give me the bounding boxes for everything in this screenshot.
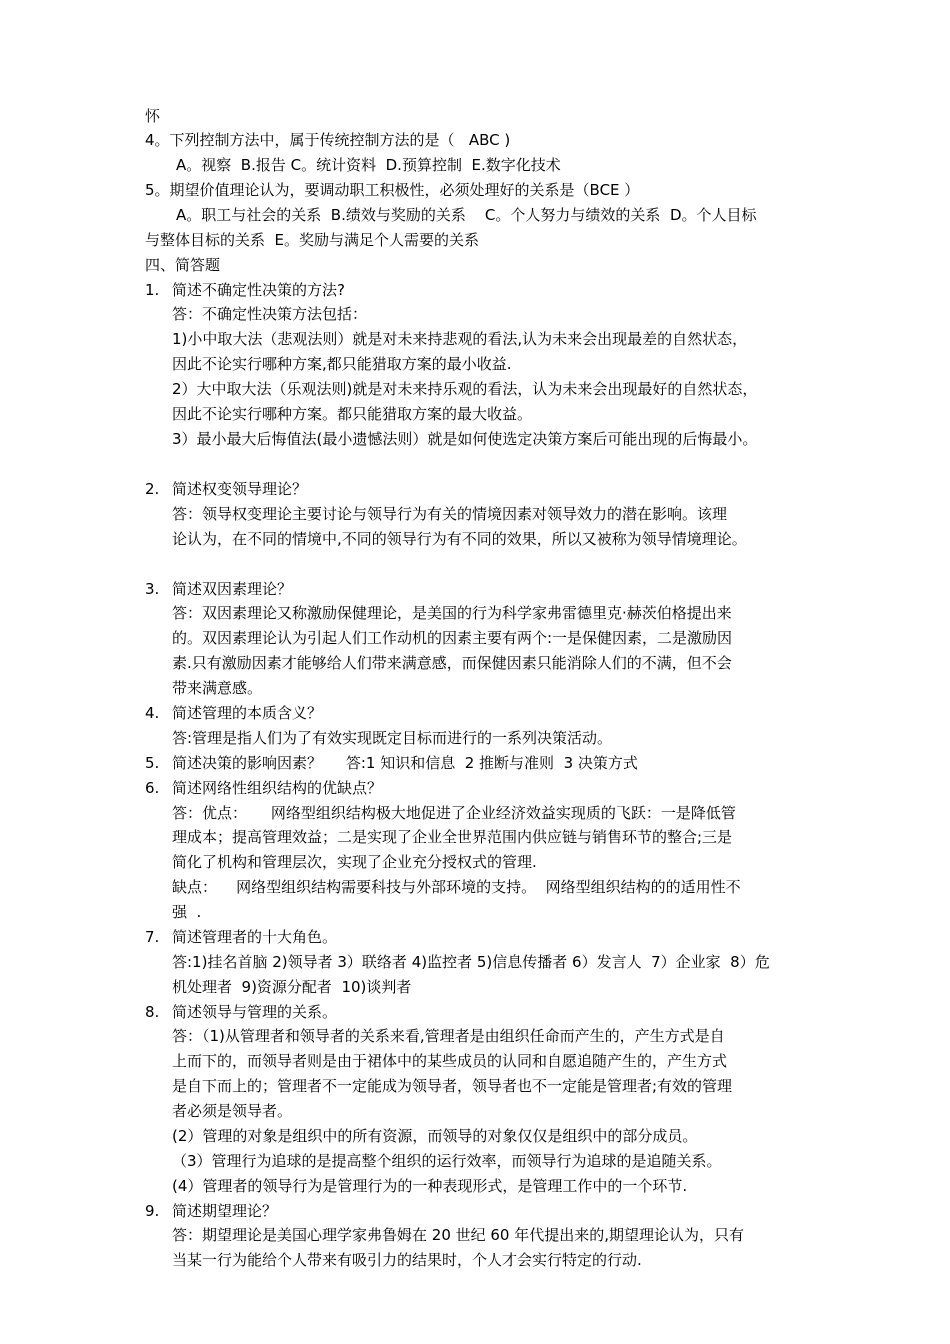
answer-line: 1)小中取大法（悲观法则）就是对未来持悲观的看法,认为未来会出现最差的自然状态， [172, 330, 748, 348]
question-number: 8. [145, 1003, 160, 1021]
question-title: 简述领导与管理的关系。 [172, 1003, 338, 1021]
answer-line: 答：优点： 网络型组织结构极大地促进了企业经济效益实现质的飞跃：一是降低管 [172, 804, 736, 822]
answer-line: 素.只有激励因素才能够给人们带来满意感，而保健因素只能消除人们的不满，但不会 [172, 654, 732, 672]
answer-line: 缺点： 网络型组织结构需要科技与外部环境的支持。 网络型组织结构的的适用性不 [172, 878, 741, 896]
answer-line: 是自下而上的；管理者不一定能成为领导者，领导者也不一定能是管理者;有效的管理 [172, 1077, 733, 1095]
question-title: 简述权变领导理论？ [172, 480, 308, 498]
question-number: 3. [145, 580, 160, 598]
answer-line: 的。双因素理论认为引起人们工作动机的因素主要有两个:一是保健因素，二是激励因 [172, 629, 733, 647]
question-title: 简述期望理论？ [172, 1202, 278, 1220]
text-line: 怀 [145, 107, 161, 125]
options-5-cont: 与整体目标的关系 E。奖励与满足个人需要的关系 [145, 231, 480, 249]
answer-line: 答:管理是指人们为了有效实现既定目标而进行的一系列决策活动。 [172, 729, 613, 747]
question-number: 4. [145, 704, 160, 722]
question-number: 9. [145, 1202, 160, 1220]
answer-line: 答：（1)从管理者和领导者的关系来看,管理者是由组织任命而产生的，产生方式是自 [172, 1027, 725, 1045]
answer-line: 理成本；提高管理效益；二是实现了企业全世界范围内供应链与销售环节的整合;三是 [172, 828, 733, 846]
question-title: 简述双因素理论？ [172, 580, 293, 598]
answer-line: 3）最小最大后悔值法(最小遗憾法则）就是如何使选定决策方案后可能出现的后悔最小。 [172, 430, 758, 448]
question-number: 2. [145, 480, 160, 498]
question-title: 简述管理者的十大角色。 [172, 928, 338, 946]
answer-line: 强 . [172, 903, 202, 921]
answer-line: 答：双因素理论又称激励保健理论，是美国的行为科学家弗雷德里克·赫茨伯格提出来 [172, 604, 732, 622]
answer-line: 机处理者 9)资源分配者 10)谈判者 [172, 978, 412, 996]
question-number: 7. [145, 928, 160, 946]
answer-line: 答：不确定性决策方法包括： [172, 305, 368, 323]
question-5-mc: 5。期望价值理论认为，要调动职工积极性，必须处理好的关系是（BCE ） [145, 181, 640, 199]
answer-line: 简化了机构和管理层次，实现了企业充分授权式的管理. [172, 853, 537, 871]
question-4-mc: 4。下列控制方法中，属于传统控制方法的是（ ABC ) [145, 131, 511, 149]
answer-line: 论认为，在不同的情境中,不同的领导行为有不同的效果，所以又被称为领导情境理论。 [172, 530, 747, 548]
answer-line: 因此不论实行哪种方案。都只能猎取方案的最大收益。 [172, 405, 533, 423]
question-title: 简述管理的本质含义？ [172, 704, 323, 722]
answer-line: 因此不论实行哪种方案,都只能猎取方案的最小收益. [172, 355, 512, 373]
question-title: 简述不确定性决策的方法? [172, 281, 345, 299]
section-heading: 四、简答题 [145, 256, 221, 274]
question-number: 5. [145, 754, 160, 772]
question-number: 6. [145, 779, 160, 797]
answer-line: (4）管理者的领导行为是管理行为的一种表现形式，是管理工作中的一个环节. [172, 1177, 688, 1195]
answer-line: 者必须是领导者。 [172, 1102, 293, 1120]
question-title: 简述网络性组织结构的优缺点？ [172, 779, 383, 797]
options-5: A。职工与社会的关系 B.绩效与奖励的关系 C。个人努力与绩效的关系 D。个人目标 [176, 206, 757, 224]
answer-line: 上而下的，而领导者则是由于裙体中的某些成员的认同和自愿追随产生的，产生方式 [172, 1052, 728, 1070]
answer-line: 2）大中取大法（乐观法则)就是对未来持乐观的看法，认为未来会出现最好的自然状态， [172, 380, 758, 398]
answer-line: 带来满意感。 [172, 679, 263, 697]
options-4: A。视察 B.报告 C。统计资料 D.预算控制 E.数字化技术 [176, 156, 561, 174]
answer-line: （3）管理行为追球的是提高整个组织的运行效率，而领导行为追球的是追随关系。 [172, 1152, 722, 1170]
answer-line: 答：期望理论是美国心理学家弗鲁姆在 20 世纪 60 年代提出来的,期望理论认为，只有 [172, 1226, 745, 1244]
question-number: 1. [145, 281, 160, 299]
answer-line: 当某一行为能给个人带来有吸引力的结果时，个人才会实行特定的行动. [172, 1251, 642, 1269]
question-title: 简述决策的影响因素？ 答:1 知识和信息 2 推断与准则 3 决策方式 [172, 754, 638, 772]
answer-line: 答：领导权变理论主要讨论与领导行为有关的情境因素对领导效力的潜在影响。该理 [172, 505, 728, 523]
answer-line: (2）管理的对象是组织中的所有资源，而领导的对象仅仅是组织中的部分成员。 [172, 1127, 698, 1145]
answer-line: 答:1)挂名首脑 2)领导者 3）联络者 4)监控者 5)信息传播者 6）发言人 7）企业家 8）危 [172, 953, 770, 971]
